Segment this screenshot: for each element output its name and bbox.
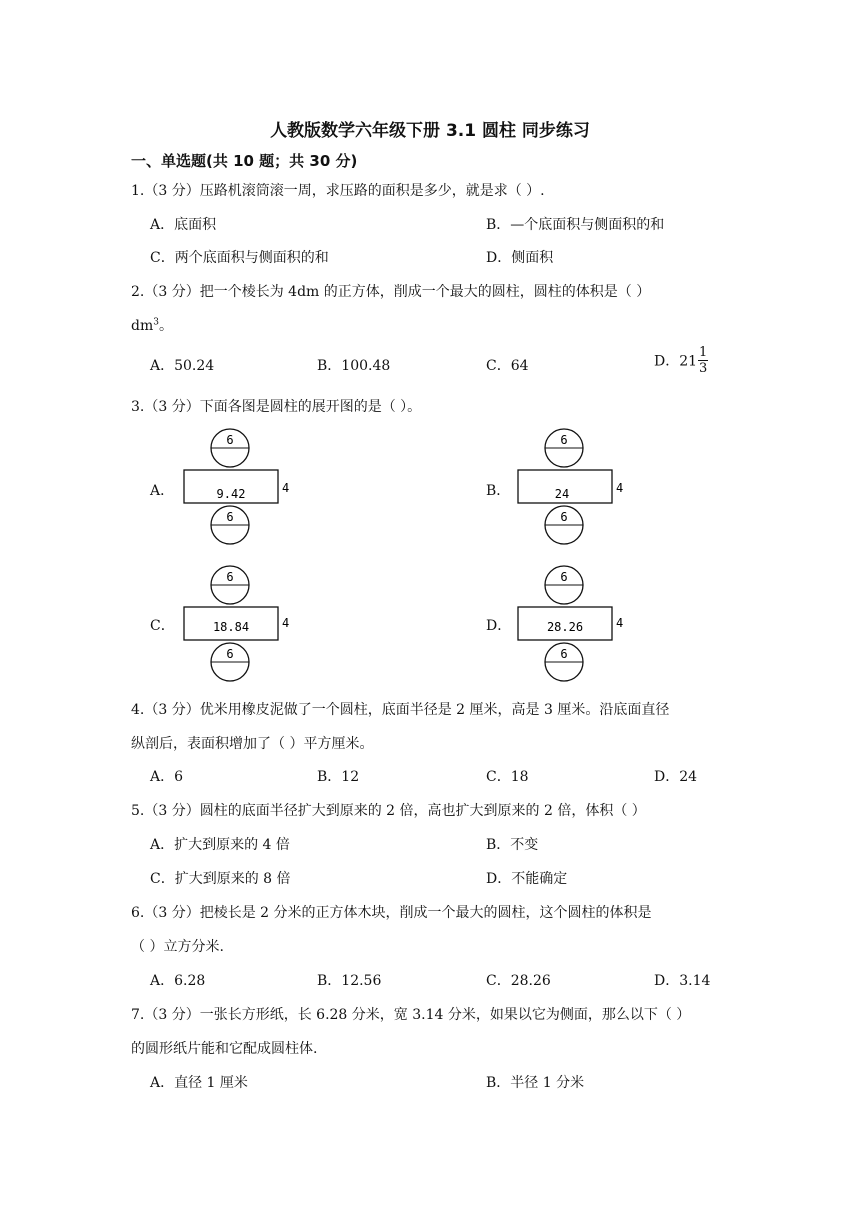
cylinder-net-a: [178, 428, 298, 556]
net-d-top-label: 6: [560, 570, 568, 584]
q2-option-a[interactable]: A．50.24: [150, 358, 215, 374]
net-a-bottom-label: 6: [226, 510, 234, 524]
question-6-stem-line2: （ ）立方分米.: [131, 939, 224, 955]
fraction-one-third: $\frac{1}{3}$: [699, 345, 708, 376]
q2-option-d[interactable]: D．21 $\frac{1}{3}$: [654, 345, 708, 376]
q5-option-a[interactable]: A．扩大到原来的 4 倍: [150, 837, 290, 853]
question-6-stem: 6.（3 分）把棱长是 2 分米的正方体木块，削成一个最大的圆柱，这个圆柱的体积是: [131, 905, 652, 921]
cylinder-net-b: [512, 428, 632, 556]
cylinder-net-c: [178, 565, 298, 693]
question-1-stem: 1.（3 分）压路机滚筒滚一周，求压路的面积是多少，就是求（ ）.: [131, 183, 545, 199]
question-4-stem: 4.（3 分）优米用橡皮泥做了一个圆柱，底面半径是 2 厘米，高是 3 厘米。沿底面直径: [131, 702, 670, 718]
question-5-stem: 5.（3 分）圆柱的底面半径扩大到原来的 2 倍，高也扩大到原来的 2 倍，体积（ ）: [131, 803, 646, 819]
q1-option-d[interactable]: D．侧面积: [486, 250, 554, 266]
q5-option-c[interactable]: C．扩大到原来的 8 倍: [150, 871, 291, 887]
q2-option-c[interactable]: C．64: [486, 358, 529, 374]
net-b-rect-label: 24: [554, 487, 570, 501]
q5-option-d[interactable]: D．不能确定: [486, 871, 568, 887]
q4-option-c[interactable]: C．18: [486, 769, 529, 785]
q3-option-a[interactable]: A．: [150, 483, 175, 499]
net-d-side-label: 4: [616, 616, 624, 630]
q1-option-a[interactable]: A．底面积: [150, 217, 217, 233]
question-2-stem: 2.（3 分）把一个棱长为 4dm 的正方体，削成一个最大的圆柱，圆柱的体积是（ ）: [131, 284, 651, 300]
net-c-bottom-label: 6: [226, 647, 234, 661]
q6-option-a[interactable]: A．6.28: [150, 973, 206, 989]
q6-option-b[interactable]: B．12.56: [317, 973, 382, 989]
net-a-rect-label: 9.42: [216, 487, 246, 501]
net-c-side-label: 4: [282, 616, 290, 630]
page-title: 人教版数学六年级下册 3.1 圆柱 同步练习: [270, 121, 590, 141]
net-b-bottom-label: 6: [560, 510, 568, 524]
q6-option-d[interactable]: D．3.14: [654, 973, 711, 989]
net-a-side-label: 4: [282, 481, 290, 495]
q1-option-c[interactable]: C．两个底面积与侧面积的和: [150, 250, 329, 266]
question-4-stem-line2: 纵剖后，表面积增加了（ ）平方厘米。: [131, 736, 374, 752]
question-7-stem-line2: 的圆形纸片能和它配成圆柱体.: [131, 1041, 318, 1057]
question-7-stem: 7.（3 分）一张长方形纸，长 6.28 分米，宽 3.14 分米，如果以它为侧面，那么以下（ ）: [131, 1007, 691, 1023]
net-a-top-label: 6: [226, 433, 234, 447]
cylinder-net-d: [512, 565, 632, 693]
q7-option-a[interactable]: A．直径 1 厘米: [150, 1075, 248, 1091]
q4-option-b[interactable]: B．12: [317, 769, 360, 785]
q6-option-c[interactable]: C．28.26: [486, 973, 551, 989]
q4-option-a[interactable]: A．6: [150, 769, 184, 785]
q3-option-d[interactable]: D．: [486, 618, 512, 634]
net-b-side-label: 4: [616, 481, 624, 495]
net-c-rect-label: 18.84: [212, 620, 250, 634]
net-d-bottom-label: 6: [560, 647, 568, 661]
question-3-stem: 3.（3 分）下面各图是圆柱的展开图的是（ ）。: [131, 399, 422, 415]
net-d-rect-label: 28.26: [546, 620, 584, 634]
q5-option-b[interactable]: B．不变: [486, 837, 539, 853]
q3-option-c[interactable]: C．: [150, 618, 175, 634]
q7-option-b[interactable]: B．半径 1 分米: [486, 1075, 585, 1091]
section-heading: 一、单选题(共 10 题；共 30 分): [131, 152, 358, 170]
q2-option-b[interactable]: B．100.48: [317, 358, 391, 374]
question-2-stem-line2: $dm^3$。: [131, 317, 173, 334]
q1-option-b[interactable]: B．—个底面积与侧面积的和: [486, 217, 665, 233]
net-b-top-label: 6: [560, 433, 568, 447]
q4-option-d[interactable]: D．24: [654, 769, 698, 785]
q3-option-b[interactable]: B．: [486, 483, 511, 499]
net-c-top-label: 6: [226, 570, 234, 584]
